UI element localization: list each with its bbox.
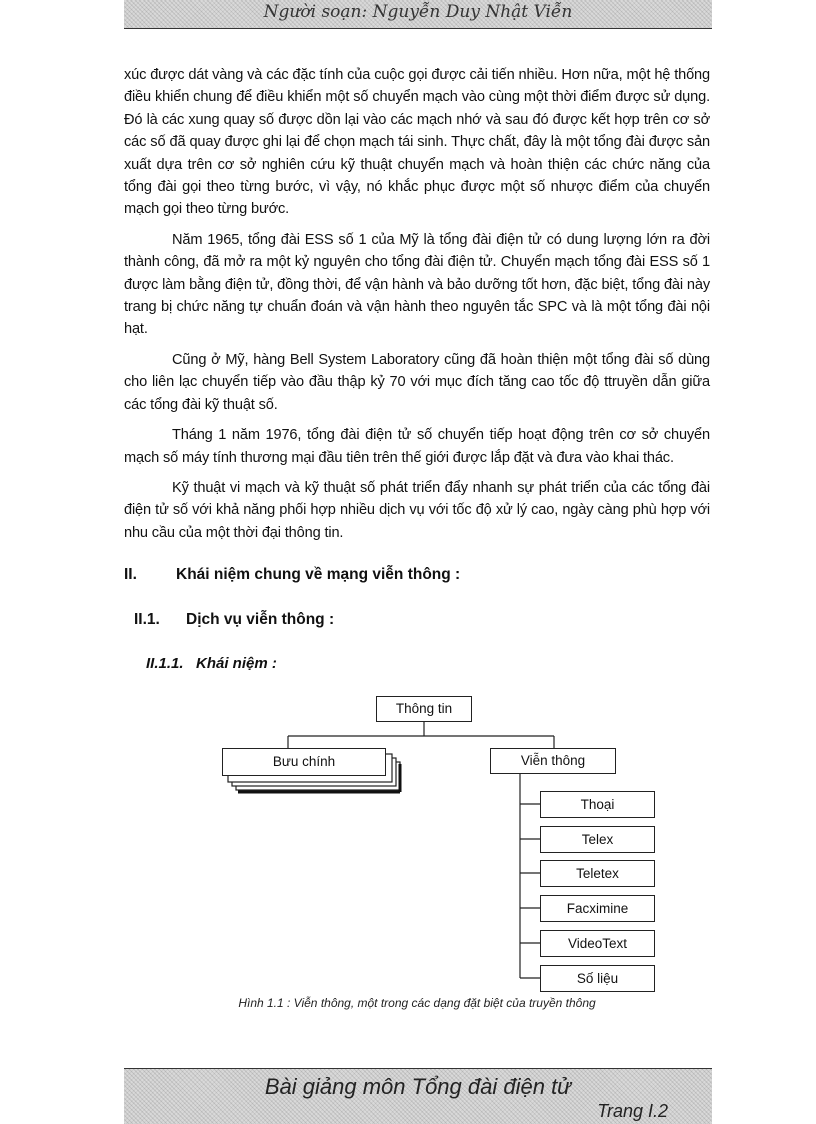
heading-1-text: Khái niệm chung về mạng viễn thông : [176,566,461,583]
heading-3-number: II.1.1. [146,655,184,672]
heading-1-number: II. [124,566,137,583]
author-line: Người soạn: Nguyễn Duy Nhật Viễn [263,2,573,22]
course-title: Bài giảng môn Tổng đài điện tử [264,1074,572,1099]
node-videotext [540,930,655,957]
node-thoai [540,791,655,818]
node-telex [540,826,655,853]
node-teletex-label: Teletex [576,866,619,881]
paragraph-3: Cũng ở Mỹ, hàng Bell System Laboratory cũng đã hoàn thiện một tổng đài số dùng cho liên lạc chuyển tiếp vào đầu thập kỷ 70 với mục đích tăng cao tốc độ ttruyền dẫn giữa các tổng đài kỹ thuật số. [124,351,710,413]
paragraph-2: Năm 1965, tổng đài ESS số 1 của Mỹ là tổng đài điện tử có dung lượng lớn ra đời thành công, đã mở ra một kỷ nguyên cho tổng đài điện tử. Chuyển mạch tổng đài ESS số 1 được làm bằng điện tử, đồng thời, để vận hành và bảo dưỡng tốt hơn, đặc biệt, tổng đài này trang bị chức năng tự chuẩn đoán và vận hành theo nguyên tắc SPC và là một tổng đài nội hạt. [124,231,710,338]
heading-3-text: Khái niệm : [196,655,277,672]
node-thong-tin-label: Thông tin [395,701,453,716]
node-so-lieu [540,965,655,992]
node-vien-thong [490,748,616,774]
paragraph-5: Kỹ thuật vi mạch và kỹ thuật số phát triển đẩy nhanh sự phát triển của các tổng đài điện tử số với khả năng phối hợp nhiều dịch vụ với tốc độ xử lý cao, ngày càng phù hợp với nhu cầu của một thời đại thông tin. [124,479,710,541]
heading-2-number: II.1. [134,611,160,628]
node-telex-label: Telex [581,832,614,847]
page-footer [124,1068,712,1124]
paragraph-1: xúc được dát vàng và các đặc tính của cuộc gọi được cải tiến nhiều. Hơn nữa, một hệ thống điều khiển chung để điều khiển một số chuyển mạch vào cùng một thời điểm được sử dụng. Đó là các xung quay số được dồn lại vào các mạch nhớ và sau đó được kết hợp trên cơ sở các số đã quay được ghi lại để chọn mạch tái sinh. Thực chất, đây là một tổng đài được sản xuất dựa trên cơ sở nghiên cứu kỹ thuật chuyển mạch và hoàn thiện các chức năng của tổng đài gọi theo từng bước, vì vậy, nó khắc phục được một số nhược điểm của chuyển mạch gọi theo từng bước. [124,67,710,218]
heading-2-text: Dịch vụ viễn thông : [186,611,335,628]
page-number: Trang I.2 [597,1101,668,1121]
node-vien-thong-label: Viễn thông [520,753,586,768]
node-thoai-label: Thoại [580,797,615,812]
node-buu-chinh [222,748,386,776]
node-videotext-label: VideoText [567,936,628,951]
node-facximine-label: Facximine [566,901,629,916]
node-buu-chinh-label: Bưu chính [272,754,336,769]
node-thong-tin [376,696,472,722]
node-facximine [540,895,655,922]
node-teletex [540,860,655,887]
node-so-lieu-label: Số liệu [576,971,619,986]
figure-caption: Hình 1.1 : Viễn thông, một trong các dạng đặt biệt của truyền thông [238,996,596,1010]
paragraph-4: Tháng 1 năm 1976, tổng đài điện tử số chuyển tiếp hoạt động trên cơ sở chuyển mạch số máy tính thương mại đầu tiên trên thế giới được lắp đặt và đưa vào khai thác. [124,427,710,466]
